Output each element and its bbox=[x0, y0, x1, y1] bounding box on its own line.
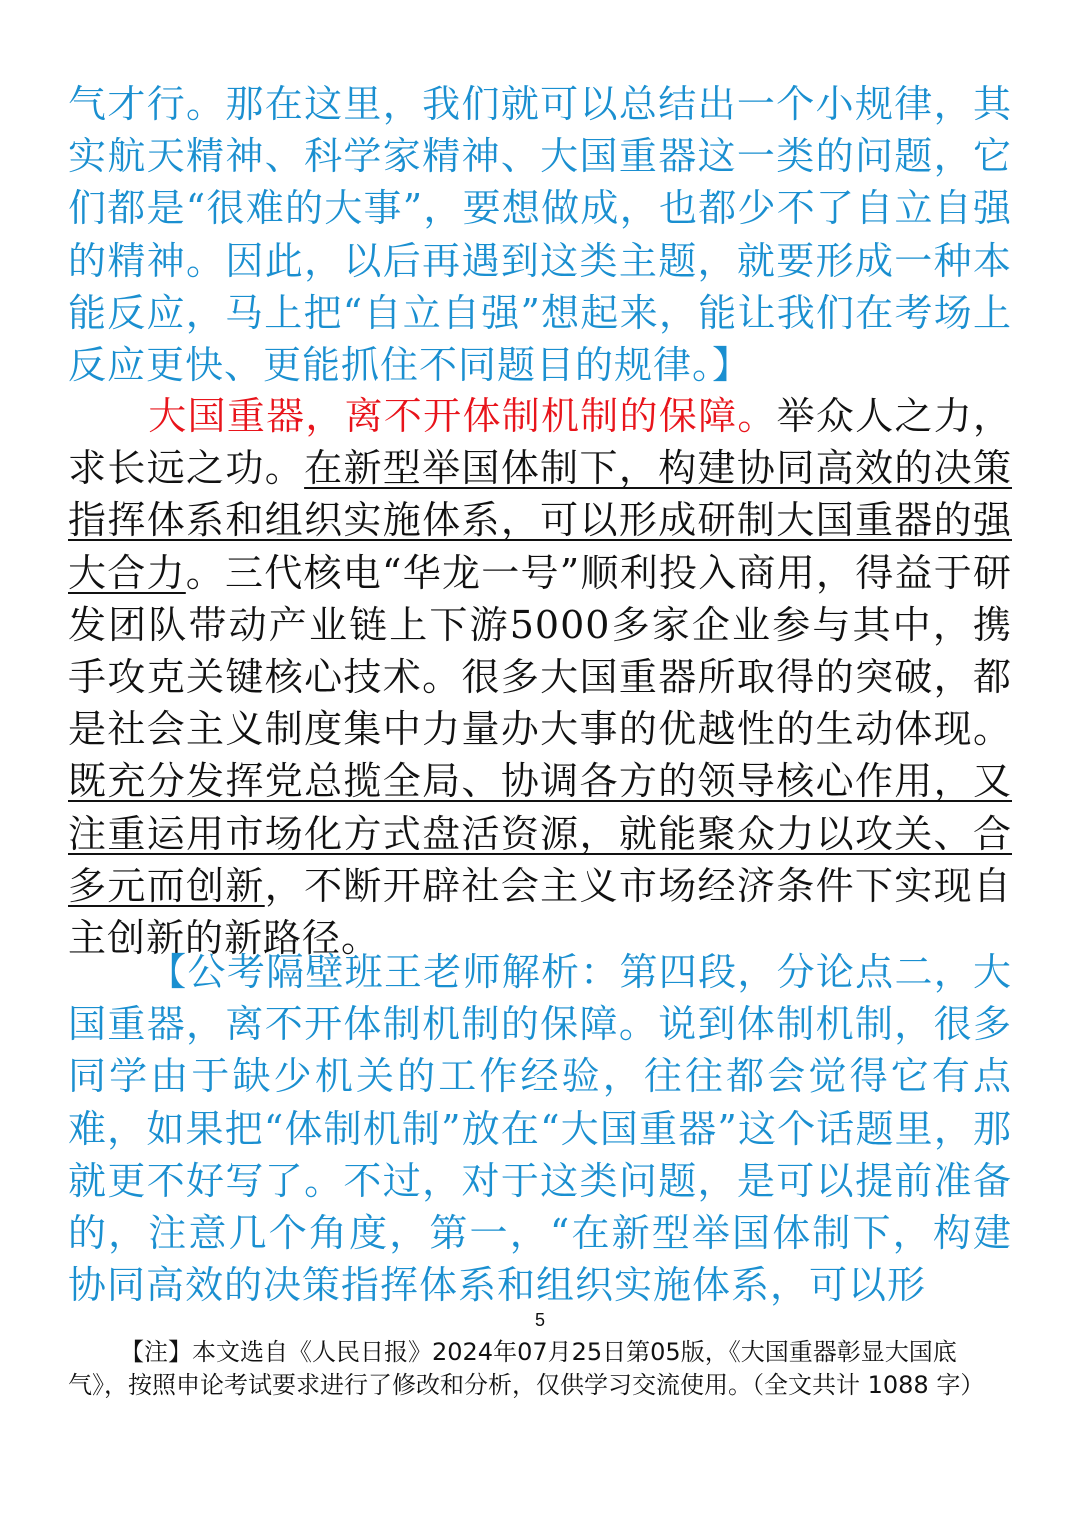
analysis-paragraph-continued bbox=[68, 78, 1012, 391]
section-heading: 大国重器，离不开体制机制的保障。 bbox=[148, 394, 777, 438]
footnote-text: 【注】本文选自《人民日报》2024年07月25日第05版，《大国重器彰显大国底气》，按照申论考试要求进行了修改和分析，仅供学习交流使用。（全文共计 1088 字） bbox=[68, 1338, 985, 1399]
article-sentence: 。三代核电“华龙一号”顺利投入商用，得益于研发团队带动产业链上下游5000多家企业参与其中，携手攻克关键核心技术。很多大国重器所取得的突破，都是社会主义制度集中力量办大事的优越性的生动体现。 bbox=[68, 550, 1012, 752]
analysis-paragraph bbox=[68, 946, 1012, 1311]
key-sentence-underlined: 既充分发挥党总揽全局、协调各方的领导核心作用，又注重运用市场化方式盘活资源，就能聚众力以攻关、合多元而创新 bbox=[68, 759, 1012, 908]
analysis-text: 气才行。那在这里，我们就可以总结出一个小规律，其实航天精神、科学家精神、大国重器这一类的问题，它们都是“很难的大事”，要想做成，也都少不了自立自强的精神。因此，以后再遇到这类主题，就要形成一种本能反应，马上把“自立自强”想起来，能让我们在考场上反应更快、更能抓住不同题目的规律。】 bbox=[68, 82, 1012, 388]
page-number: 5 bbox=[534, 1310, 545, 1330]
article-sentence: ，不断开辟社会主义市场经济条件下实现自主创新的新路径。 bbox=[68, 863, 1012, 961]
key-sentence-underlined: 在新型举国体制下，构建协同高效的决策指挥体系和组织实施体系，可以形成研制大国重器的强大合力 bbox=[68, 446, 1012, 595]
footnote bbox=[68, 1336, 1012, 1402]
analysis-text: 【公考隔壁班王老师解析：第四段，分论点二，大国重器，离不开体制机制的保障。说到体制机制，很多同学由于缺少机关的工作经验，往往都会觉得它有点难，如果把“体制机制”放在“大国重器”这个话题里，那就更不好写了。不过，对于这类问题，是可以提前准备的，注意几个角度，第一，“在新型举国体制下，构建协同高效的决策指挥体系和组织实施体系，可以形 bbox=[68, 950, 1012, 1308]
article-sentence: 举众人之力，求长远之功。 bbox=[68, 394, 1012, 491]
article-paragraph bbox=[68, 390, 1012, 964]
